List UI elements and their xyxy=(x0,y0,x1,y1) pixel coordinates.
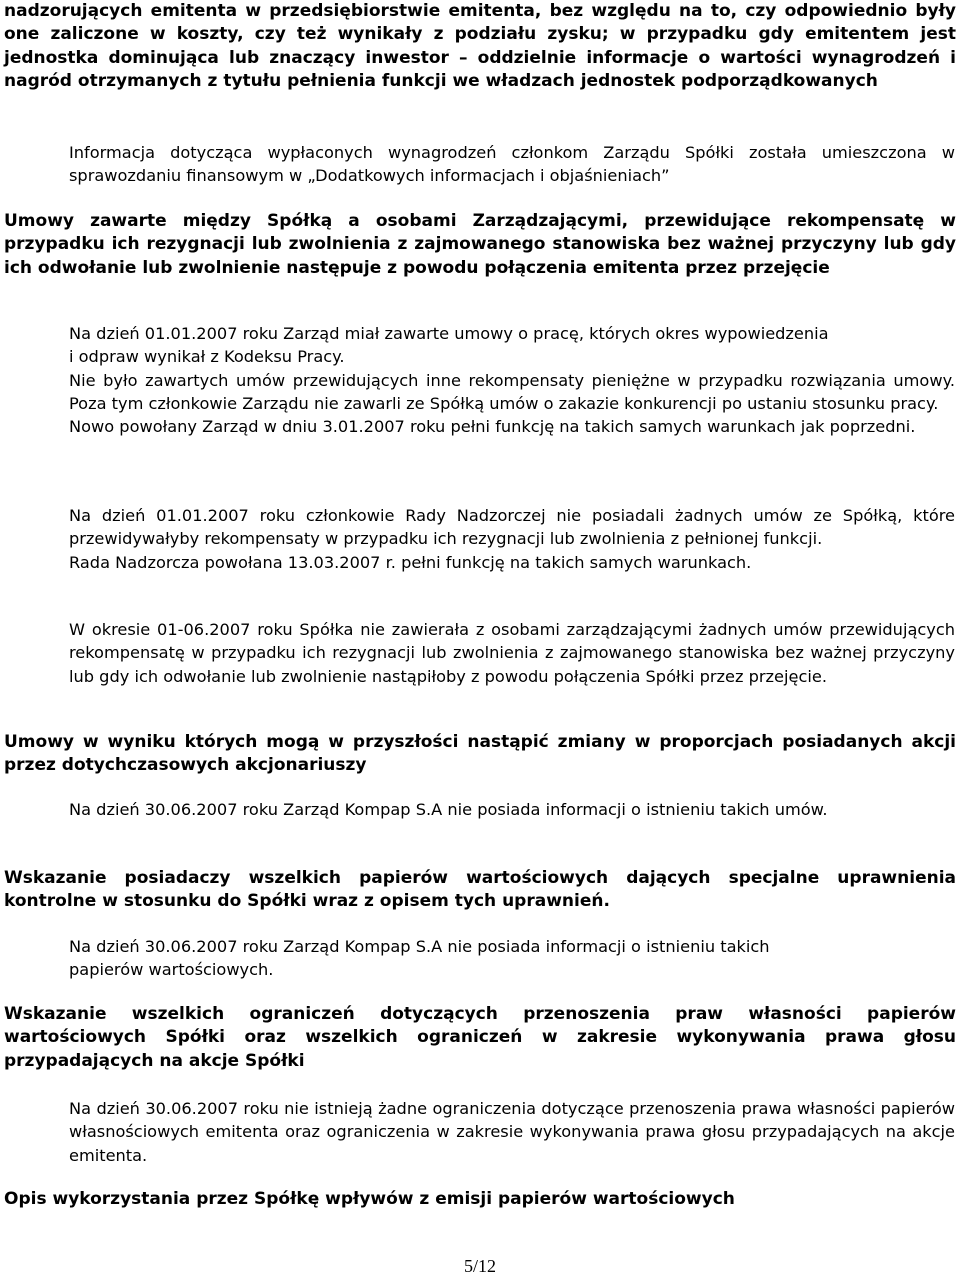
paragraph-rada-nadzorcza xyxy=(69,504,955,574)
paragraph-line: i odpraw wynikał z Kodeksu Pracy. xyxy=(69,347,345,367)
paragraph-line: Rada Nadzorcza powołana 13.03.2007 r. pełni funkcję na takich samych warunkach. xyxy=(69,552,752,572)
paragraph-line: Nie było zawartych umów przewidujących inne rekompensaty pieniężne w przypadku rozwiązania umowy. Poza tym członkowie Zarządu nie zawarli ze Spółką umów o zakazie konkurencji po ustaniu stosunku pracy. xyxy=(69,370,955,413)
paragraph-line: Na dzień 01.01.2007 roku Zarząd miał zawarte umowy o pracę, których okres wypowiedzenia xyxy=(69,324,829,343)
paragraph-zarzad-umowy xyxy=(69,322,955,438)
paragraph-ograniczenia: Na dzień 30.06.2007 roku nie istnieją żadne ograniczenia dotyczące przenoszenia prawa własności papierów własnościowych emitenta oraz ograniczenia w zakresie wykonywania prawa głosu przypadających na akcje emitenta. xyxy=(69,1099,955,1165)
paragraph-okres-01-06: W okresie 01-06.2007 roku Spółka nie zawierała z osobami zarządzającymi żadnych umów przewidujących rekompensatę w przypadku ich rezygnacji lub zwolnienia z zajmowanego stanowiska bez ważnej przyczyny lub gdy ich odwołanie lub zwolnienie nastąpiłoby z powodu połączenia Spółki przez przejęcie. xyxy=(69,620,955,686)
section-heading-ograniczenia: Wskazanie wszelkich ograniczeń dotyczących przenoszenia praw własności papierów wartościowych Spółki oraz wszelkich ograniczeń w zakresie wykonywania prawa głosu przypadających na akcje Spółki xyxy=(4,1004,956,1071)
paragraph-line: Na dzień 30.06.2007 roku Zarząd Kompap S.A nie posiada informacji o istnieniu takich xyxy=(69,937,770,956)
section-heading-umowy-zarzad: Umowy zawarte między Spółką a osobami Zarządzającymi, przewidujące rekompensatę w przypadku ich rezygnacji lub zwolnienia z zajmowanego stanowiska bez ważnej przyczyny lub gdy ich odwołanie lub zwolnienie następuje z powodu połączenia emitenta przez przejęcie xyxy=(4,211,956,278)
page-number: 5/12 xyxy=(463,1256,496,1276)
intro-heading: nadzorujących emitenta w przedsiębiorstwie emitenta, bez względu na to, czy odpowiednio były one zaliczone w koszty, czy też wynikały z podziału zysku; w przypadku gdy emitentem jest jednostka dominująca lub znaczący inwestor – oddzielnie informacje o wartości wynagrodzeń i nagród otrzymanych z tytułu pełnienia funkcji we władzach jednostek podporządkowanych xyxy=(4,1,956,91)
paragraph-line: Na dzień 01.01.2007 roku członkowie Rady Nadzorczej nie posiadali żadnych umów ze Spółką, które przewidywałyby rekompensaty w przypadku ich rezygnacji lub zwolnienia z pełnionej funkcji. xyxy=(69,506,955,549)
paragraph-line: Nowo powołany Zarząd w dniu 3.01.2007 roku pełni funkcję na takich samych warunkach jak poprzedni. xyxy=(69,417,916,437)
paragraph-proporcje: Na dzień 30.06.2007 roku Zarząd Kompap S.A nie posiada informacji o istnieniu takich umów. xyxy=(69,800,828,819)
paragraph-uprawnienia xyxy=(69,935,955,982)
intro-paragraph: Informacja dotycząca wypłaconych wynagrodzeń członkom Zarządu Spółki została umieszczona w sprawozdaniu finansowym w „Dodatkowych informacjach i objaśnieniach” xyxy=(69,143,955,186)
paragraph-line: papierów wartościowych. xyxy=(69,960,274,980)
section-heading-proporcje: Umowy w wyniku których mogą w przyszłości nastąpić zmiany w proporcjach posiadanych akcji przez dotychczasowych akcjonariuszy xyxy=(4,732,956,776)
section-heading-uprawnienia: Wskazanie posiadaczy wszelkich papierów wartościowych dających specjalne uprawnienia kontrolne w stosunku do Spółki wraz z opisem tych uprawnień. xyxy=(4,868,956,912)
section-heading-emisja: Opis wykorzystania przez Spółkę wpływów z emisji papierów wartościowych xyxy=(4,1189,735,1209)
